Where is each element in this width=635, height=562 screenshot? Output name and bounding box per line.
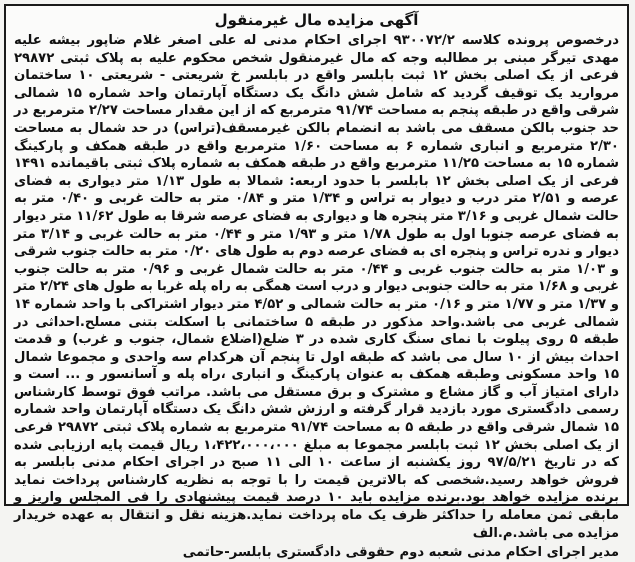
notice-body: درخصوص پرونده کلاسه ۹۳۰۰۷۲/۲ اجرای احکام مدنی له علی اصغر غلام ضاپور بیشه علیه مهدی تیرگر مبنی بر مطالبه وجه که مال غیرمنقول شخص محکوم علیه به پلاک ثبتی ۲۹۸۷۲ فرعی از یک اصلی بخش ۱۲ ثبت بابلسر واقع در بابلسر خ شریعتی - شریعتی ۱۰ ساختمان مروارید یک توقیف گردید که شامل شش دانگ یک دستگاه آپارتمان واحد شماره ۱۵ شمالی شرقی واقع در طبقه پنجم به مساحت ۹۱/۷۴ مترمربع که از این مقدار مساحت ۲/۲۷ مترمربع در حد جنوب بالکن مسقف می باشد به انضمام بالکن غیرمسقف(تراس) در حد شمال به مساحت ۲/۳۰ مترمربع و انباری شماره ۶ به مساحت ۱/۶۰ مترمربع واقع در طبقه همکف و پارکینگ شماره ۱۵ به مساحت ۱۱/۲۵ مترمربع واقع در طبقه همکف به شماره پلاک ثبتی باقیمانده ۱۴۹۱ فرعی از یک اصلی بخش ۱۲ بابلسر با حدود اربعه: شمالا به طول ۱/۱۳ متر دیواری به فضای عرصه و ۲/۵۱ متر درب و دیوار به تراس و ۱/۳۴ متر و ۰/۸۴ متر به حالت غربی و ۰/۴۰ متر به حالت شمال غربی و ۳/۱۶ متر پنجره ها و دیواری به فضای عرصه شرقا به طول ۱۱/۶۲ متر دیوار به فضای عرصه جنوبا اول به طول ۱/۷۸ متر و ۱/۹۳ متر و ۰/۴۴ متر به حالت غربی و ۳/۱۴ متر دیوار و ندره تراس و پنجره ای به فضای عرصه دوم به طول های ۰/۲۰ متر به حالت جنوب شرقی و ۱/۰۳ متر به حالت جنوب غربی و ۰/۴۴ متر به حالت شمال غربی و ۰/۹۶ متر به حالت جنوب غربی و ۱/۶۸ متر به حالت جنوبی دیوار و درب است همگی به راه پله غربا به طول های ۲/۲۴ متر و ۱/۳۷ متر و ۱/۷۷ متر و ۰/۱۶ متر به حالت شمالی و ۴/۵۲ متر دیوار اشتراکی با واحد شماره ۱۴ شمالی غربی می باشد.واحد مذکور در طبقه ۵ ساختمانی با اسکلت بتنی مسلح.احداثی در طبقه ۵ روی پیلوت با نمای سنگ کاری شده در ۳ ضلع(اضلاع شمال، جنوب و غرب) و قدمت احداث بیش از ۱۰ سال می باشد که طبقه اول تا پنجم آن هرکدام سه واحدی و مجموعا شمال ۱۵ واحد مسکونی وطبقه همکف به عنوان پارکینگ و انباری ،راه پله و آسانسور و ... است و دارای امتیاز آب و گاز مشاع و مشترک و برق مستقل می باشد. مراتب فوق توسط کارشناس رسمی دادگستری مورد بازدید قرار گرفته و ارزش شش دانگ یک دستگاه آپارتمان واحد شماره ۱۵ شمال شرقی واقع در طبقه ۵ به مساحت ۹۱/۷۴ مترمربع به شماره پلاک ثبتی ۲۹۸۷۲ فرعی از یک اصلی بخش ۱۲ ثبت بابلسر مجموعا به مبلغ ۱،۴۲۲،۰۰۰،۰۰۰ ریال قیمت پایه ارزیابی شده که در تاریخ ۹۷/۵/۲۱ روز یکشنبه از ساعت ۱۰ الی ۱۱ صبح در اجرای احکام مدنی بابلسر به فروش خواهد رسید.شخصی که بالاترین قیمت را با توجه به نظریه کارشناس پرداخت نماید برنده مزایده خواهد بود.برنده مزایده باید ۱۰ درصد قیمت پیشنهادی را فی المجلس واریز و مابقی ثمن معامله را حداکثر ظرف یک ماه پرداخت نماید.هزینه نقل و انتقال به عهده خریدار مزایده می باشد.م.الف bbox=[14, 33, 620, 541]
notice-signature: مدیر اجرای احکام مدنی شعبه دوم حقوقی دادگستری بابلسر-حاتمی bbox=[182, 545, 619, 561]
auction-notice bbox=[4, 4, 629, 561]
notice-title: آگهی مزایده مال غیرمنقول bbox=[214, 11, 419, 29]
